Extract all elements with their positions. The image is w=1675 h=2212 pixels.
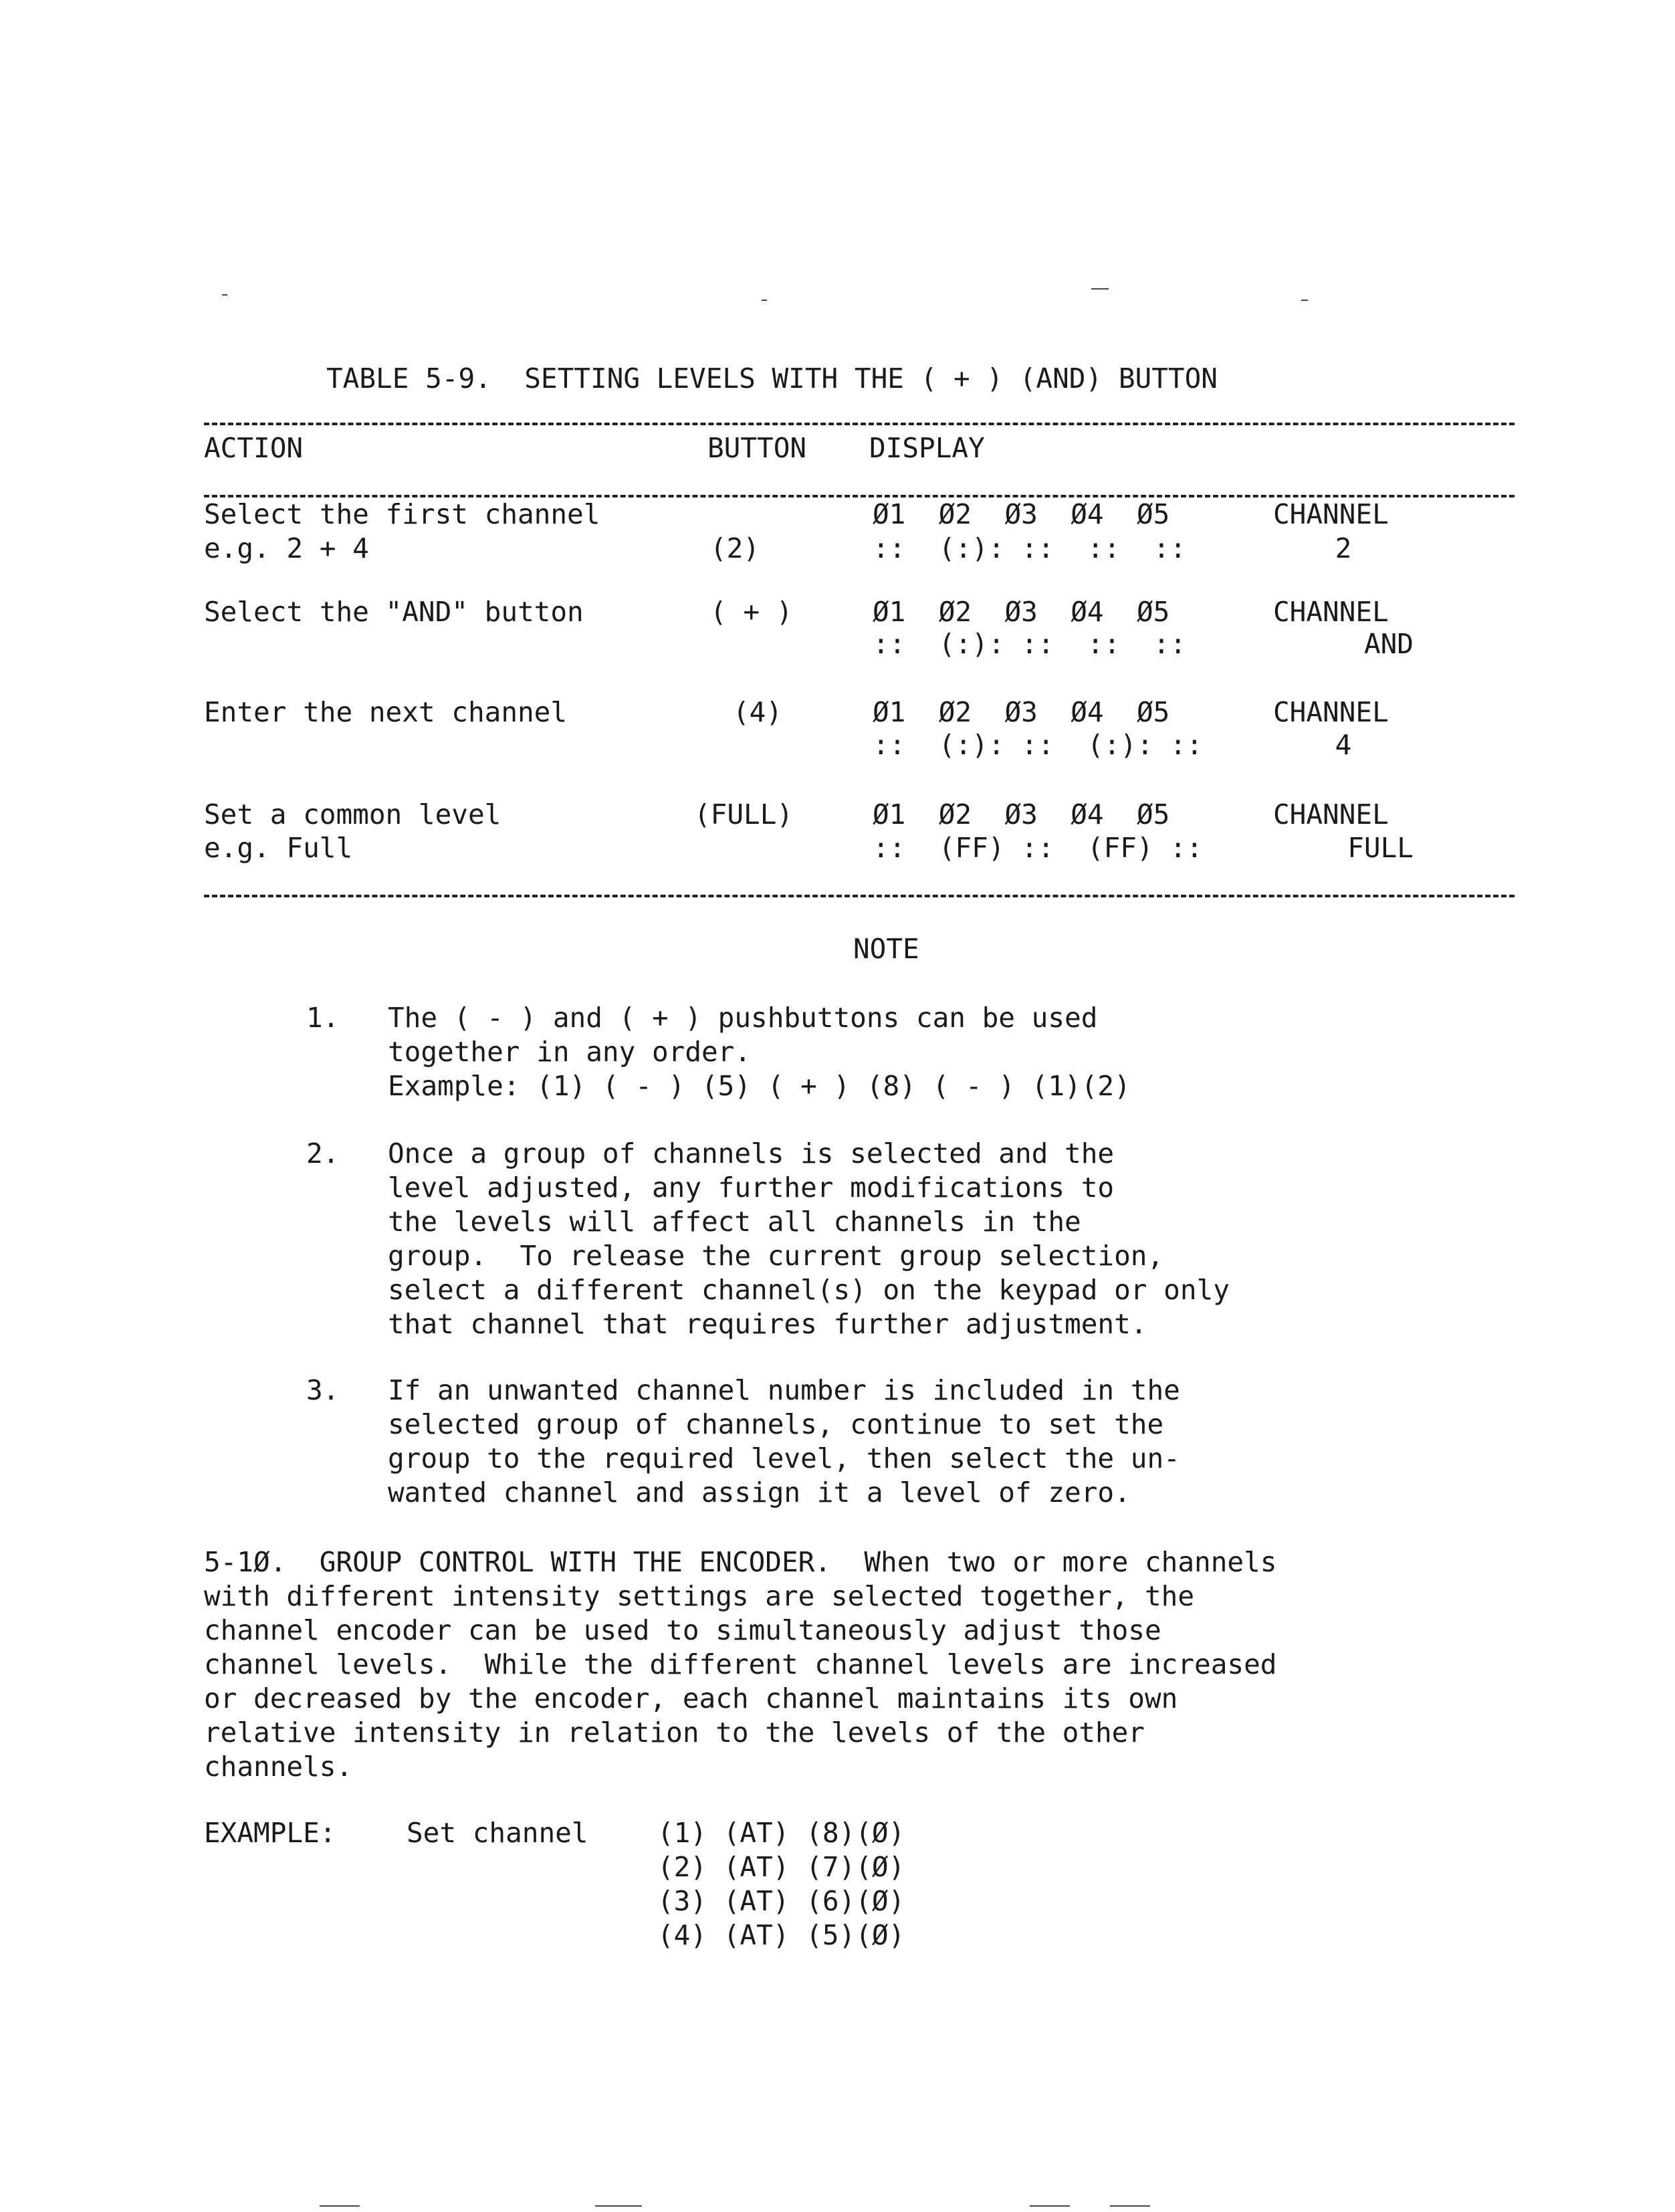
scan-speck	[222, 294, 227, 296]
row-4-channel-label: CHANNEL	[1273, 798, 1389, 831]
row-2-channel-value: AND	[1363, 628, 1414, 660]
row-1-channel-label: CHANNEL	[1273, 498, 1389, 530]
row-3-button: (4)	[733, 696, 783, 728]
row-3-action-line1: Enter the next channel	[204, 696, 568, 728]
header-button: BUTTON	[707, 432, 807, 464]
row-1-display-line2: :: (:): :: :: ::	[873, 532, 1186, 564]
scan-speck	[320, 2205, 360, 2207]
row-1-action-line1: Select the first channel	[204, 498, 600, 530]
example-set-text: Set channel	[407, 1817, 588, 1849]
row-2-display-line1: Ø1 Ø2 Ø3 Ø4 Ø5	[873, 596, 1170, 628]
note-3-number: 3.	[306, 1374, 340, 1406]
row-3-channel-value: 4	[1335, 729, 1352, 761]
row-4-action-line1: Set a common level	[204, 798, 501, 831]
row-2-channel-label: CHANNEL	[1273, 596, 1389, 628]
row-3-display-line2: :: (:): :: (:): ::	[873, 729, 1203, 761]
row-1-button: (2)	[710, 532, 760, 564]
row-3-channel-label: CHANNEL	[1273, 696, 1389, 728]
row-1-action-line2: e.g. 2 + 4	[204, 532, 369, 564]
row-3-display-line1: Ø1 Ø2 Ø3 Ø4 Ø5	[873, 696, 1170, 728]
scan-speck	[1030, 2205, 1070, 2207]
scan-speck	[1301, 300, 1308, 301]
row-2-action-line1: Select the "AND" button	[204, 596, 584, 628]
example-label: EXAMPLE:	[204, 1817, 336, 1849]
scan-speck	[1091, 288, 1109, 290]
row-4-channel-value: FULL	[1347, 832, 1414, 864]
row-4-display-line1: Ø1 Ø2 Ø3 Ø4 Ø5	[873, 798, 1170, 831]
row-2-display-line2: :: (:): :: :: ::	[873, 628, 1186, 660]
row-4-display-line2: :: (FF) :: (FF) ::	[873, 832, 1203, 864]
scan-speck	[1110, 2205, 1150, 2207]
scan-speck	[595, 2205, 642, 2207]
note-title: NOTE	[853, 933, 919, 965]
note-2-number: 2.	[306, 1137, 340, 1170]
header-action: ACTION	[204, 432, 304, 464]
table-rule-top	[204, 423, 1515, 425]
table-title: TABLE 5-9. SETTING LEVELS WITH THE ( + ) (AND) BUTTON	[326, 362, 1218, 395]
note-1-number: 1.	[306, 1002, 340, 1034]
row-1-channel-value: 2	[1335, 532, 1352, 564]
row-2-button: ( + )	[710, 596, 793, 628]
table-rule-bottom	[204, 895, 1515, 897]
scan-speck	[762, 300, 767, 301]
example-lines: (1) (AT) (8)(Ø) (2) (AT) (7)(Ø) (3) (AT) (6)(Ø) (4) (AT) (5)(Ø)	[657, 1817, 905, 1951]
note-2-text: Once a group of channels is selected and the level adjusted, any further modifications to the levels will affect all channels in the group. To release the current group selection, select a different channel(s) on the keypad or only that channel that requires further adjustment.	[388, 1137, 1230, 1340]
row-4-action-line2: e.g. Full	[204, 832, 353, 864]
note-1-text: The ( - ) and ( + ) pushbuttons can be used together in any order. Example: (1) ( - ) (5) ( + ) (8) ( - ) (1)(2)	[388, 1002, 1131, 1102]
note-3-text: If an unwanted channel number is included in the selected group of channels, continue to set the group to the required level, then select the un- wanted channel and assign it a level of zero.	[388, 1374, 1180, 1509]
header-display: DISPLAY	[869, 432, 985, 464]
row-1-display-line1: Ø1 Ø2 Ø3 Ø4 Ø5	[873, 498, 1170, 530]
row-4-button: (FULL)	[694, 798, 794, 831]
section-5-10-paragraph: 5-1Ø. GROUP CONTROL WITH THE ENCODER. When two or more channels with different intensity settings are selected together, the channel encoder can be used to simultaneously adjust those channel levels. While the different channel levels are increased or decreased by the encoder, each channel maintains its own relative intensity in relation to the levels of the other channels.	[204, 1546, 1277, 1783]
